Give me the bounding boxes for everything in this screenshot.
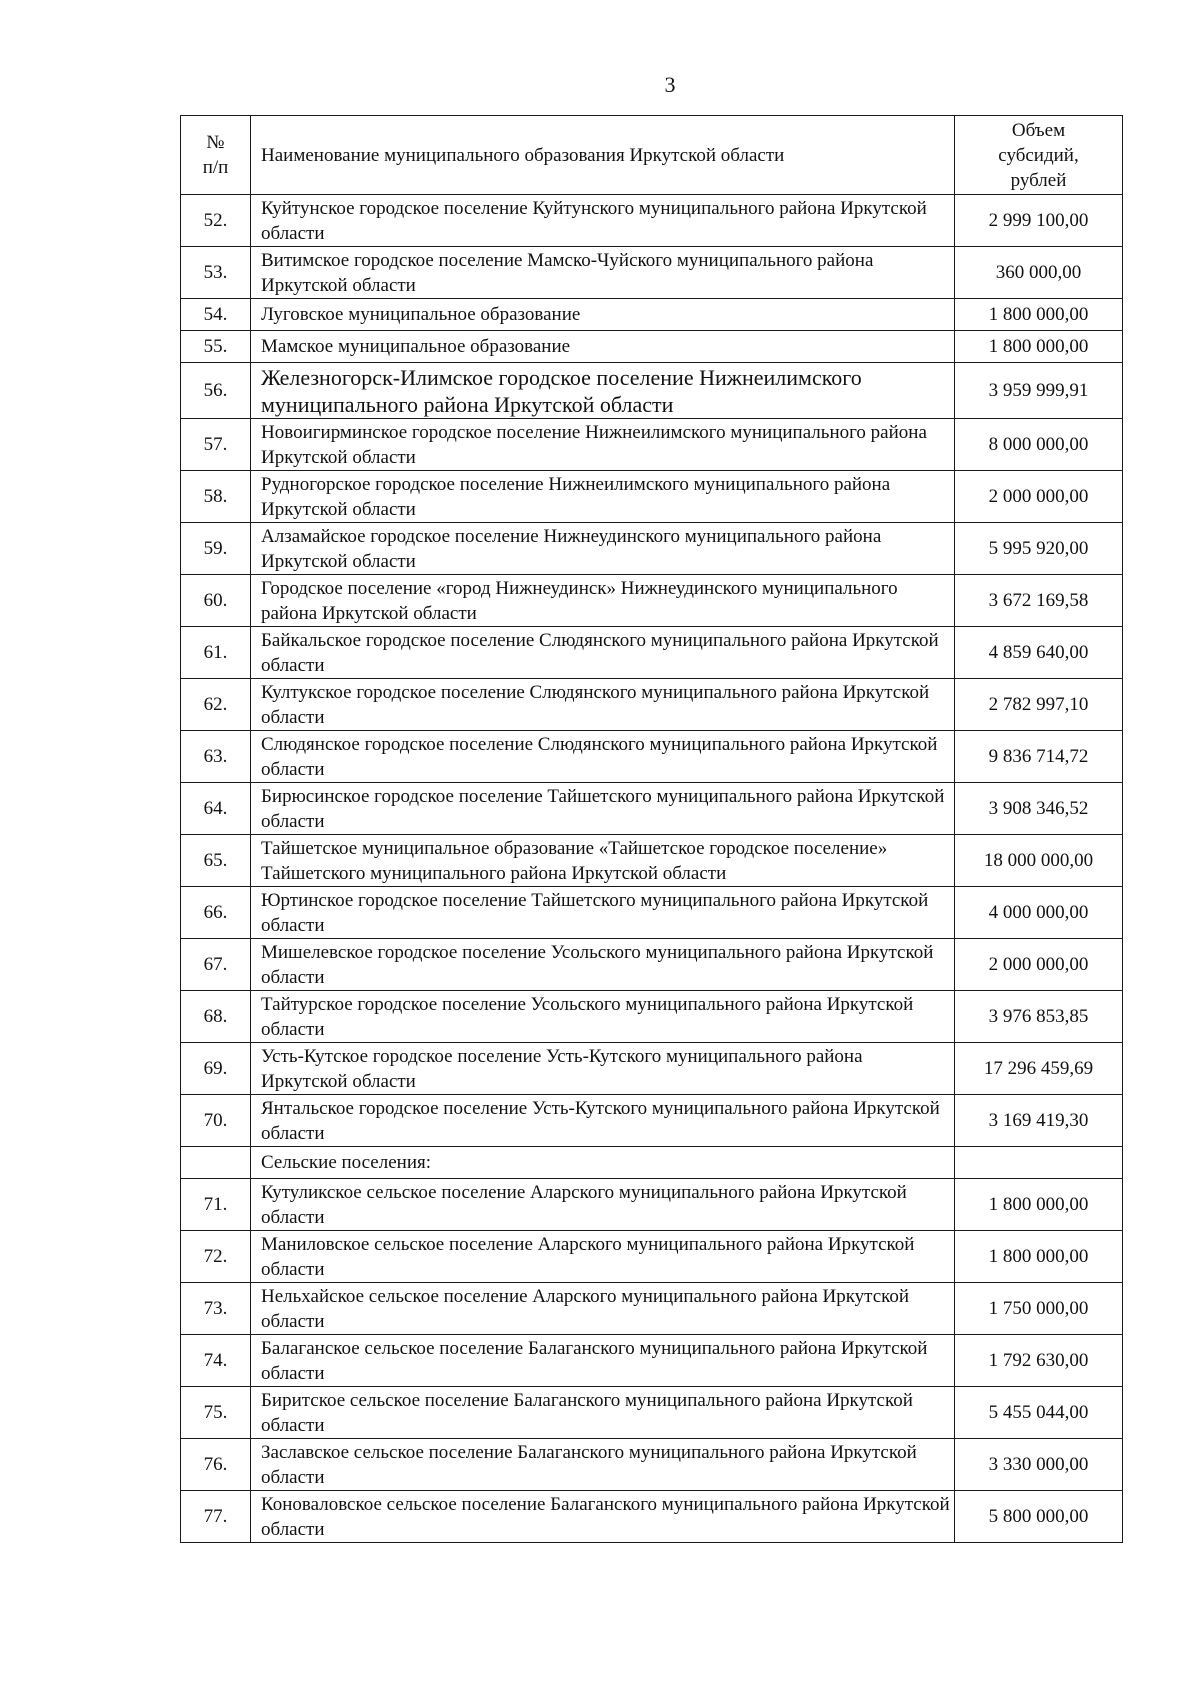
row-subsidy-amount: 3 908 346,52 xyxy=(955,783,1123,835)
header-amount-line2: субсидий, xyxy=(998,144,1079,166)
row-number: 77. xyxy=(181,1491,251,1543)
row-subsidy-amount: 9 836 714,72 xyxy=(955,731,1123,783)
row-subsidy-amount: 3 959 999,91 xyxy=(955,363,1123,419)
table-row xyxy=(181,679,1123,731)
header-name: Наименование муниципального образования Иркутской области xyxy=(251,116,955,195)
table-row xyxy=(181,1335,1123,1387)
table-row xyxy=(181,523,1123,575)
table-row xyxy=(181,1095,1123,1147)
header-amount xyxy=(955,116,1123,195)
row-subsidy-amount: 2 999 100,00 xyxy=(955,195,1123,247)
row-subsidy-amount: 2 000 000,00 xyxy=(955,471,1123,523)
table-row xyxy=(181,1231,1123,1283)
row-number: 62. xyxy=(181,679,251,731)
row-number: 68. xyxy=(181,991,251,1043)
row-subsidy-amount: 3 169 419,30 xyxy=(955,1095,1123,1147)
header-amount-line3: рублей xyxy=(1010,169,1067,191)
row-municipality-name: Новоигирминское городское поселение Нижнеилимского муниципального района Иркутской области xyxy=(251,419,955,471)
row-number: 72. xyxy=(181,1231,251,1283)
row-number: 56. xyxy=(181,363,251,419)
row-subsidy-amount: 4 859 640,00 xyxy=(955,627,1123,679)
row-number: 58. xyxy=(181,471,251,523)
row-number: 67. xyxy=(181,939,251,991)
table-row xyxy=(181,471,1123,523)
table-row xyxy=(181,331,1123,363)
row-subsidy-amount: 360 000,00 xyxy=(955,247,1123,299)
table-row xyxy=(181,1179,1123,1231)
row-subsidy-amount: 1 800 000,00 xyxy=(955,299,1123,331)
row-municipality-name: Куйтунское городское поселение Куйтунского муниципального района Иркутской области xyxy=(251,195,955,247)
row-number: 70. xyxy=(181,1095,251,1147)
row-municipality-name: Тайтурское городское поселение Усольского муниципального района Иркутской области xyxy=(251,991,955,1043)
table-row xyxy=(181,247,1123,299)
row-municipality-name: Рудногорское городское поселение Нижнеилимского муниципального района Иркутской области xyxy=(251,471,955,523)
table-row xyxy=(181,195,1123,247)
row-number xyxy=(181,1147,251,1179)
row-subsidy-amount: 2 000 000,00 xyxy=(955,939,1123,991)
row-municipality-name: Усть-Кутское городское поселение Усть-Кутского муниципального района Иркутской области xyxy=(251,1043,955,1095)
row-subsidy-amount: 4 000 000,00 xyxy=(955,887,1123,939)
row-subsidy-amount: 3 976 853,85 xyxy=(955,991,1123,1043)
row-municipality-name: Сельские поселения: xyxy=(251,1147,955,1179)
row-municipality-name: Заславское сельское поселение Балаганского муниципального района Иркутской области xyxy=(251,1439,955,1491)
row-number: 61. xyxy=(181,627,251,679)
subsidy-table xyxy=(180,115,1123,1543)
table-row xyxy=(181,1439,1123,1491)
table-row xyxy=(181,991,1123,1043)
table-row xyxy=(181,1491,1123,1543)
row-number: 55. xyxy=(181,331,251,363)
row-number: 69. xyxy=(181,1043,251,1095)
table-row xyxy=(181,299,1123,331)
table-row xyxy=(181,887,1123,939)
table-row xyxy=(181,627,1123,679)
row-subsidy-amount: 8 000 000,00 xyxy=(955,419,1123,471)
row-municipality-name: Алзамайское городское поселение Нижнеудинского муниципального района Иркутской области xyxy=(251,523,955,575)
row-municipality-name: Юртинское городское поселение Тайшетского муниципального района Иркутской области xyxy=(251,887,955,939)
header-num xyxy=(181,116,251,195)
row-subsidy-amount: 1 750 000,00 xyxy=(955,1283,1123,1335)
row-municipality-name: Железногорск-Илимское городское поселение Нижнеилимского муниципального района Иркутской области xyxy=(251,363,955,419)
row-number: 60. xyxy=(181,575,251,627)
row-municipality-name: Маниловское сельское поселение Аларского муниципального района Иркутской области xyxy=(251,1231,955,1283)
row-subsidy-amount: 5 455 044,00 xyxy=(955,1387,1123,1439)
row-subsidy-amount: 3 330 000,00 xyxy=(955,1439,1123,1491)
table-row xyxy=(181,575,1123,627)
row-number: 63. xyxy=(181,731,251,783)
row-subsidy-amount: 1 792 630,00 xyxy=(955,1335,1123,1387)
page-number: 3 xyxy=(664,72,676,97)
row-subsidy-amount: 3 672 169,58 xyxy=(955,575,1123,627)
row-subsidy-amount: 17 296 459,69 xyxy=(955,1043,1123,1095)
row-number: 52. xyxy=(181,195,251,247)
header-amount-line1: Объем xyxy=(1011,119,1066,141)
row-municipality-name: Биритское сельское поселение Балаганского муниципального района Иркутской области xyxy=(251,1387,955,1439)
row-number: 74. xyxy=(181,1335,251,1387)
row-subsidy-amount: 2 782 997,10 xyxy=(955,679,1123,731)
row-number: 57. xyxy=(181,419,251,471)
table-row xyxy=(181,1283,1123,1335)
row-municipality-name: Балаганское сельское поселение Балаганского муниципального района Иркутской области xyxy=(251,1335,955,1387)
row-subsidy-amount: 5 995 920,00 xyxy=(955,523,1123,575)
table-row xyxy=(181,731,1123,783)
row-number: 76. xyxy=(181,1439,251,1491)
table-header-row xyxy=(181,116,1123,195)
row-municipality-name: Витимское городское поселение Мамско-Чуйского муниципального района Иркутской области xyxy=(251,247,955,299)
row-subsidy-amount: 18 000 000,00 xyxy=(955,835,1123,887)
table-row xyxy=(181,363,1123,419)
row-subsidy-amount: 1 800 000,00 xyxy=(955,1231,1123,1283)
table-row xyxy=(181,1147,1123,1179)
table-row xyxy=(181,419,1123,471)
row-municipality-name: Култукское городское поселение Слюдянского муниципального района Иркутской области xyxy=(251,679,955,731)
table-row xyxy=(181,1387,1123,1439)
row-municipality-name: Коноваловское сельское поселение Балаганского муниципального района Иркутской области xyxy=(251,1491,955,1543)
row-subsidy-amount xyxy=(955,1147,1123,1179)
row-subsidy-amount: 1 800 000,00 xyxy=(955,1179,1123,1231)
row-municipality-name: Луговское муниципальное образование xyxy=(251,299,955,331)
row-number: 71. xyxy=(181,1179,251,1231)
row-municipality-name: Мамское муниципальное образование xyxy=(251,331,955,363)
row-number: 73. xyxy=(181,1283,251,1335)
table-row xyxy=(181,1043,1123,1095)
row-number: 54. xyxy=(181,299,251,331)
row-municipality-name: Мишелевское городское поселение Усольского муниципального района Иркутской области xyxy=(251,939,955,991)
row-municipality-name: Бирюсинское городское поселение Тайшетского муниципального района Иркутской области xyxy=(251,783,955,835)
row-subsidy-amount: 5 800 000,00 xyxy=(955,1491,1123,1543)
header-num-line1: № xyxy=(206,132,225,153)
table-row xyxy=(181,939,1123,991)
header-num-line2: п/п xyxy=(202,157,229,178)
row-number: 75. xyxy=(181,1387,251,1439)
row-municipality-name: Байкальское городское поселение Слюдянского муниципального района Иркутской области xyxy=(251,627,955,679)
row-municipality-name: Слюдянское городское поселение Слюдянского муниципального района Иркутской области xyxy=(251,731,955,783)
row-number: 53. xyxy=(181,247,251,299)
row-municipality-name: Тайшетское муниципальное образование «Тайшетское городское поселение» Тайшетского муниципального района Иркутской области xyxy=(251,835,955,887)
row-municipality-name: Янтальское городское поселение Усть-Кутского муниципального района Иркутской области xyxy=(251,1095,955,1147)
row-number: 64. xyxy=(181,783,251,835)
row-municipality-name: Нельхайское сельское поселение Аларского муниципального района Иркутской области xyxy=(251,1283,955,1335)
row-municipality-name: Городское поселение «город Нижнеудинск» Нижнеудинского муниципального района Иркутской области xyxy=(251,575,955,627)
row-number: 66. xyxy=(181,887,251,939)
row-subsidy-amount: 1 800 000,00 xyxy=(955,331,1123,363)
row-municipality-name: Кутуликское сельское поселение Аларского муниципального района Иркутской области xyxy=(251,1179,955,1231)
table-row xyxy=(181,783,1123,835)
row-number: 59. xyxy=(181,523,251,575)
row-number: 65. xyxy=(181,835,251,887)
table-row xyxy=(181,835,1123,887)
